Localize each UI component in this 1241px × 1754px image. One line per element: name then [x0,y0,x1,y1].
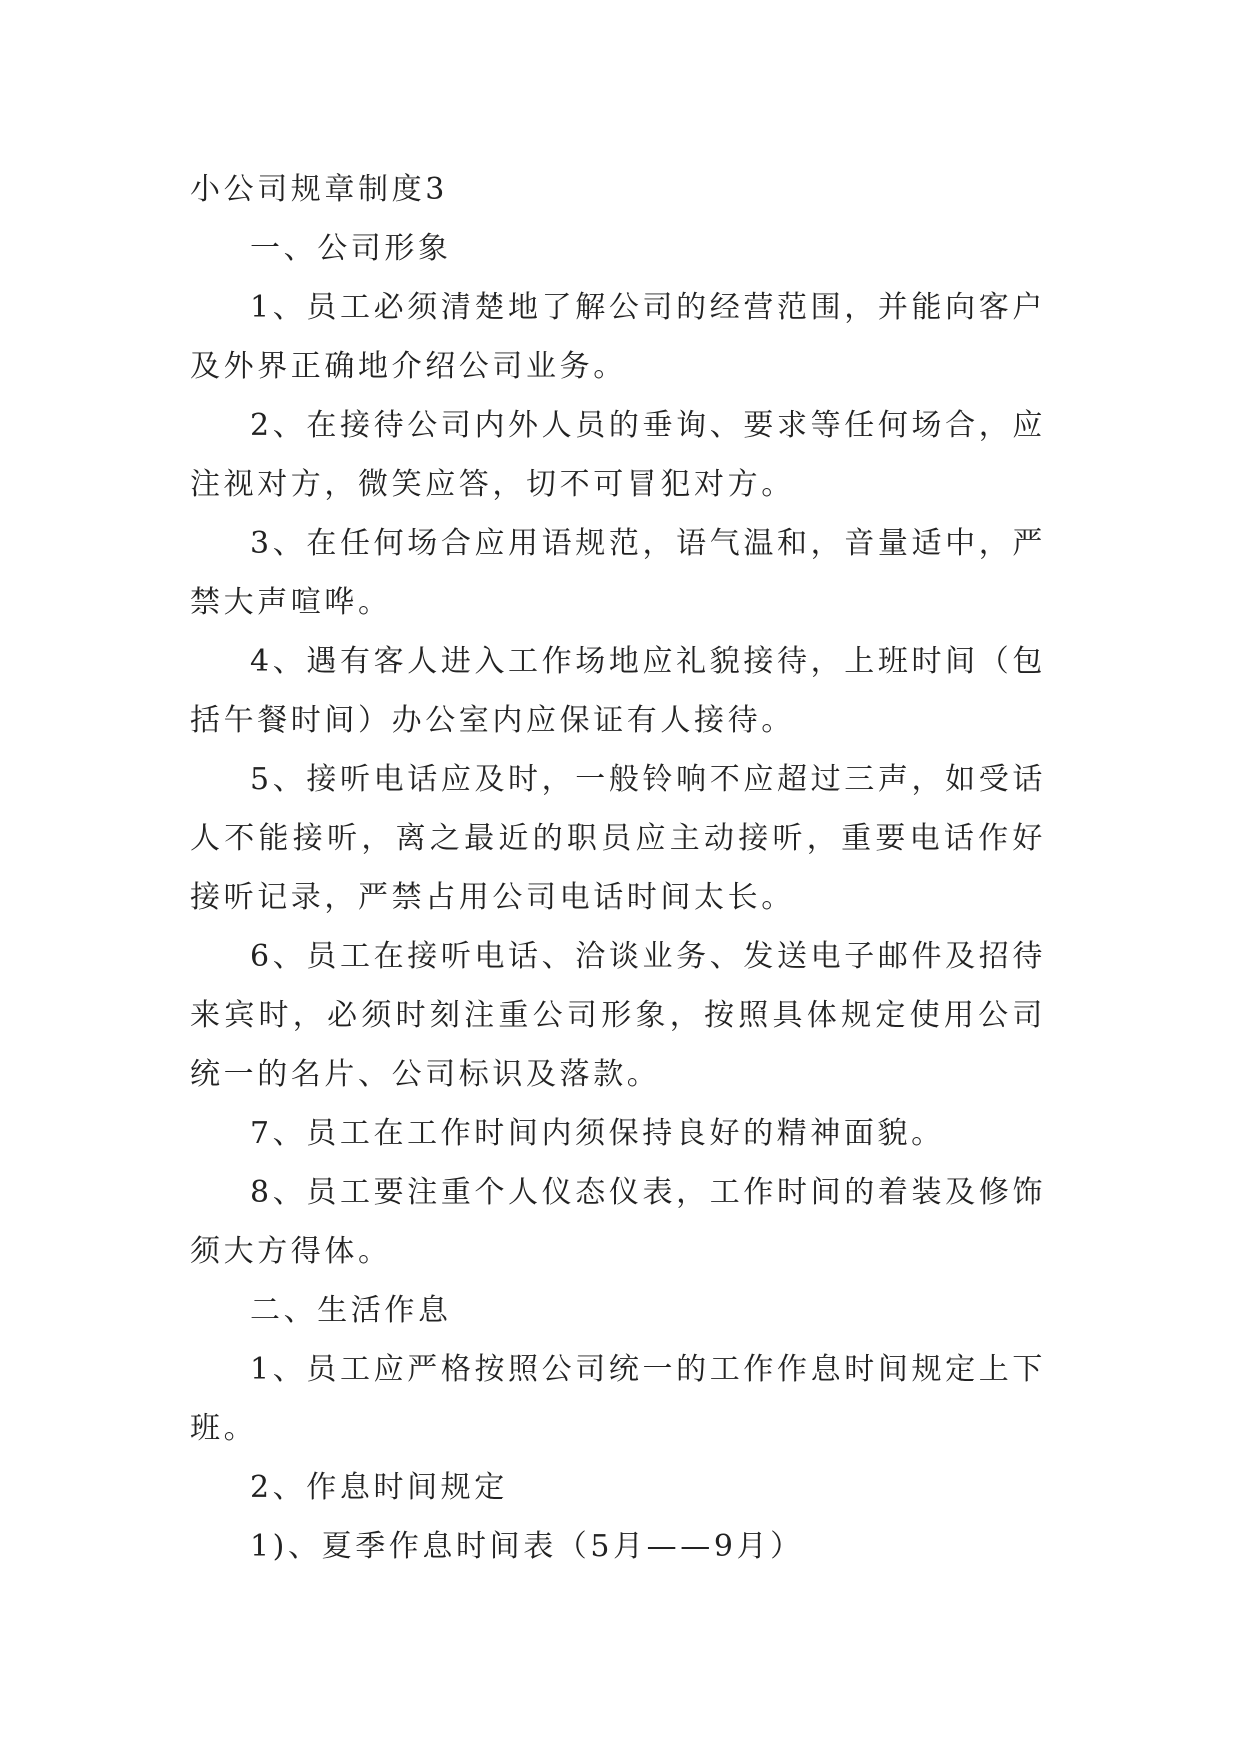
paragraph: 5、接听电话应及时，一般铃响不应超过三声，如受话人不能接听，离之最近的职员应主动接听，重要电话作好接听记录，严禁占用公司电话时间太长。 [190,762,1046,915]
paragraph: 4、遇有客人进入工作场地应礼貌接待，上班时间（包括午餐时间）办公室内应保证有人接待。 [190,644,1046,738]
document-title: 小公司规章制度3 [190,172,448,207]
paragraph: 1、员工必须清楚地了解公司的经营范围，并能向客户及外界正确地介绍公司业务。 [190,290,1046,384]
document-body [190,160,1046,1576]
paragraph: 1、员工应严格按照公司统一的工作作息时间规定上下班。 [190,1352,1046,1446]
paragraph: 3、在任何场合应用语规范，语气温和，音量适中，严禁大声喧哗。 [190,526,1046,620]
section-heading-company-image: 一、公司形象 [250,231,452,266]
paragraph: 8、员工要注重个人仪态仪表，工作时间的着装及修饰须大方得体。 [190,1175,1046,1269]
paragraph: 7、员工在工作时间内须保持良好的精神面貌。 [250,1116,945,1151]
paragraph: 6、员工在接听电话、洽谈业务、发送电子邮件及招待来宾时，必须时刻注重公司形象，按照具体规定使用公司统一的名片、公司标识及落款。 [190,939,1046,1092]
paragraph: 2、在接待公司内外人员的垂询、要求等任何场合，应注视对方，微笑应答，切不可冒犯对方。 [190,408,1046,502]
section-heading-daily-schedule: 二、生活作息 [250,1293,452,1328]
paragraph: 2、作息时间规定 [250,1470,508,1505]
paragraph: 1)、夏季作息时间表（5月——9月） [250,1529,804,1564]
